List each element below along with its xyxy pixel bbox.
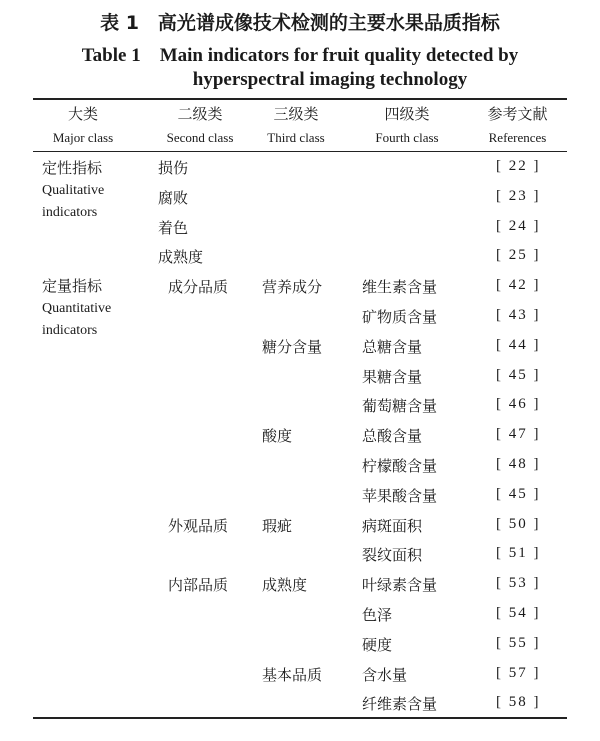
fourth-class-cell: 总酸含量 [362,427,423,445]
header-en: References [488,130,547,145]
fourth-class-cell: 病斑面积 [362,517,423,535]
reference-cell: [ 45 ] [496,486,541,502]
reference-cell: [ 24 ] [496,218,541,234]
header-fourth-class [352,102,462,150]
fourth-class-cell: 葡萄糖含量 [362,397,438,415]
second-class-cell: 内部品质 [168,576,229,594]
header-references [470,102,565,150]
table-header-rule [33,151,567,152]
header-en: Second class [166,130,234,145]
second-class-cell: 成熟度 [158,248,204,266]
reference-cell: [ 45 ] [496,367,541,383]
second-class-cell: 腐败 [158,189,189,207]
fourth-class-cell: 果糖含量 [362,368,423,386]
reference-cell: [ 23 ] [496,188,541,204]
reference-cell: [ 58 ] [496,694,541,710]
fourth-class-cell: 硬度 [362,636,393,654]
table-caption-en-line1: Table 1 Main indicators for fruit quality detected by [81,45,519,66]
reference-cell: [ 22 ] [496,158,541,174]
second-class-cell: 外观品质 [168,517,229,535]
reference-cell: [ 54 ] [496,605,541,621]
third-class-cell: 营养成分 [262,278,323,296]
group-quantitative-en1: Quantitative [42,301,112,316]
header-en: Major class [52,130,114,145]
reference-cell: [ 25 ] [496,247,541,263]
second-class-cell: 着色 [158,219,189,237]
header-major-class [38,102,128,150]
fourth-class-cell: 维生素含量 [362,278,438,296]
fourth-class-cell: 柠檬酸含量 [362,457,438,475]
header-zh: 大类 [67,105,98,123]
reference-cell: [ 43 ] [496,307,541,323]
reference-cell: [ 57 ] [496,665,541,681]
fourth-class-cell: 裂纹面积 [362,546,423,564]
fourth-class-cell: 叶绿素含量 [362,576,438,594]
group-qualitative-en2: indicators [42,205,98,220]
header-second-class [150,102,250,150]
reference-cell: [ 53 ] [496,575,541,591]
header-zh: 参考文献 [487,105,548,123]
group-qualitative-en1: Qualitative [42,183,105,198]
header-zh: 四级类 [384,105,430,123]
fourth-class-cell: 矿物质含量 [362,308,438,326]
reference-cell: [ 44 ] [496,337,541,353]
fourth-class-cell: 色泽 [362,606,393,624]
header-en: Fourth class [375,130,439,145]
reference-cell: [ 51 ] [496,545,541,561]
third-class-cell: 酸度 [262,427,293,445]
group-quantitative-zh: 定量指标 [42,277,103,295]
reference-cell: [ 48 ] [496,456,541,472]
third-class-cell: 瑕疵 [262,517,293,535]
fourth-class-cell: 苹果酸含量 [362,487,438,505]
table-bottom-rule [33,717,567,719]
group-quantitative-en2: indicators [42,323,98,338]
fourth-class-cell: 含水量 [362,666,408,684]
reference-cell: [ 46 ] [496,396,541,412]
third-class-cell: 基本品质 [262,666,323,684]
reference-cell: [ 47 ] [496,426,541,442]
table-top-rule [33,98,567,100]
group-qualitative-zh: 定性指标 [42,159,103,177]
fourth-class-cell: 纤维素含量 [362,695,438,713]
header-zh: 三级类 [273,105,319,123]
third-class-cell: 糖分含量 [262,338,323,356]
reference-cell: [ 50 ] [496,516,541,532]
third-class-cell: 成熟度 [262,576,308,594]
fourth-class-cell: 总糖含量 [362,338,423,356]
header-third-class [252,102,340,150]
table-caption-zh: 表 1 高光谱成像技术检测的主要水果品质指标 [100,12,500,34]
second-class-cell: 损伤 [158,159,189,177]
header-zh: 二级类 [177,105,223,123]
table-caption-en-line2: hyperspectral imaging technology [192,69,468,90]
header-en: Third class [267,130,325,145]
reference-cell: [ 55 ] [496,635,541,651]
second-class-cell: 成分品质 [168,278,229,296]
reference-cell: [ 42 ] [496,277,541,293]
